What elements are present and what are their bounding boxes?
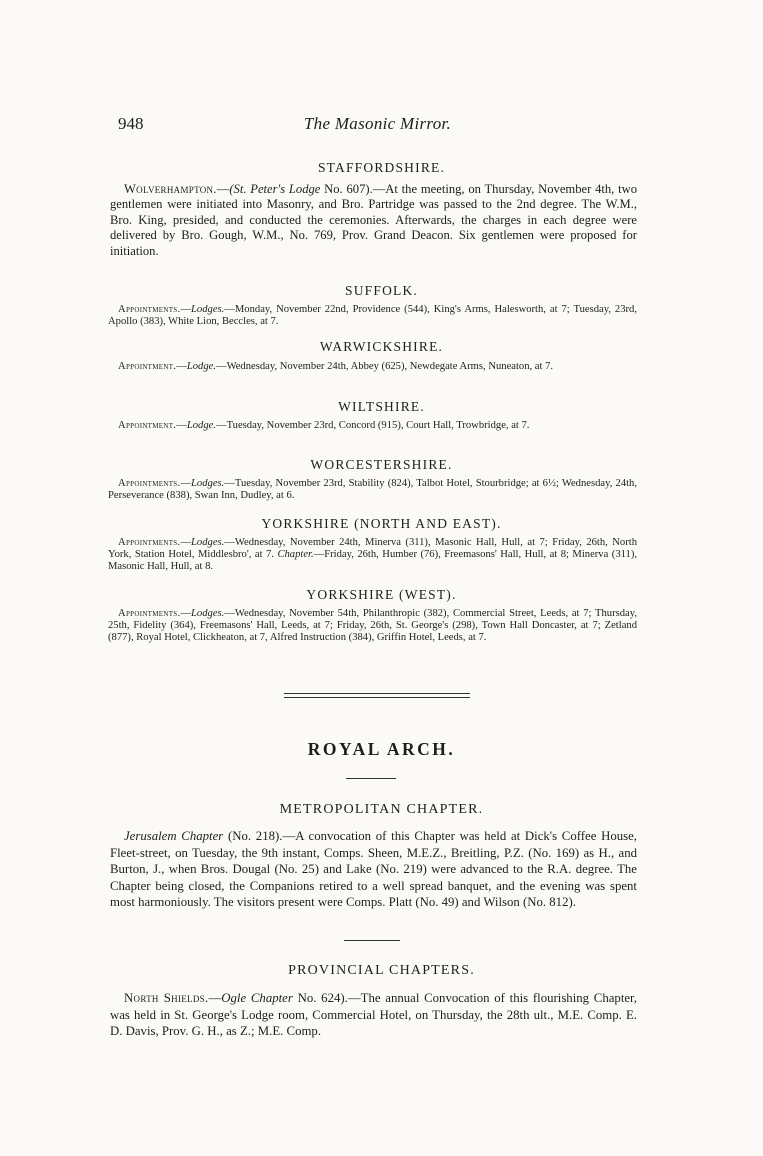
running-title: The Masonic Mirror. (303, 114, 452, 133)
paragraph-warwickshire: Appointment.—Lodge.—Wednesday, November 24th, Abbey (625), Newdegate Arms, Nuneaton, at 7. (118, 361, 554, 372)
paragraph-wiltshire: Appointment.—Lodge.—Tuesday, November 23rd, Concord (915), Court Hall, Trowbridge, at 7. (118, 420, 530, 431)
paragraph-text: —Wednesday, November 54th, Philanthropic (382), Commercial Street, Leeds, at 7; Thursday, 25th, Fidelity (364), Freemasons' Hall, Leeds, at 7; Friday, 26th, St. George's (298), Town Hall Doncaster, at 7; Zetland (877), Royal Hotel, Clickheaton, at 7, Alfred Instruction (384), Griffin Hotel, Leeds, at 7. (108, 608, 637, 644)
paragraph-yorkshire-west: Appointments.—Lodges.—Wednesday, November 54th, Philanthropic (382), Commercial Street, Leeds, at 7; Thursday, 25th, Fidelity (364), Freemasons' Hall, Leeds, at 7; Friday, 26th, St. George's (298), Town Hall Doncaster, at 7; Zetland (877), Royal Hotel, Clickheaton, at 7, Alfred Instruction (384), Griffin Hotel, Leeds, at 7. (108, 608, 637, 644)
page-number: 948 (118, 114, 144, 133)
paragraph-text: —Wednesday, November 24th, Minerva (311), Masonic Hall, Hull, at 7; Friday, 26th, North York, Station Hotel, Middlesbro', at 7. (108, 537, 637, 561)
paragraph-yorkshire-north-east: Appointments.—Lodges.—Wednesday, November 24th, Minerva (311), Masonic Hall, Hull, at 7; Friday, 26th, North York, Station Hotel, Middlesbro', at 7. Chapter.—Friday, 26th, Humber (76), Freemasons' Hall, Hull, at 8; Minerva (311), Masonic Hall, Hull, at 8. (108, 537, 637, 573)
short-rule (346, 778, 396, 779)
divider-rule (284, 697, 470, 698)
place-name: Wolverhampton. (124, 182, 217, 196)
appointment-label: Appointment. (118, 361, 177, 372)
chapter-name: Jerusalem Chapter (124, 829, 224, 843)
heading-worcestershire: WORCESTERSHIRE. (310, 457, 453, 472)
appointments-label: Appointments. (118, 304, 181, 315)
paragraph-text: —Tuesday, November 23rd, Concord (915), Court Hall, Trowbridge, at 7. (215, 420, 530, 431)
lodges-label: Lodges. (191, 304, 225, 315)
lodge-label: Lodge. (186, 361, 216, 372)
appointments-label: Appointments. (118, 478, 181, 489)
lodges-label: Lodges. (191, 608, 225, 619)
heading-provincial-chapters: PROVINCIAL CHAPTERS. (288, 963, 475, 978)
paragraph-metropolitan (110, 828, 637, 911)
appointments-label: Appointments. (118, 537, 181, 548)
appointment-label: Appointment. (118, 420, 177, 431)
heading-suffolk: SUFFOLK. (345, 283, 418, 298)
paragraph-text: No. 607).—At the meeting, on Thursday, November 4th, two gentlemen were initiated into Masonry, and Bro. Partridge was passed to the 2nd degree. The W.M., Bro. King, presided, and conducted the ceremonies. Afterwards, the charges in each degree were delivered by Bro. Gough, W.M., No. 769, Prov. Grand Deacon. Six gentlemen were proposed for initiation. (110, 182, 637, 258)
paragraph-text: —Wednesday, November 24th, Abbey (625), Newdegate Arms, Nuneaton, at 7. (215, 361, 554, 372)
heading-yorkshire-north-east: YORKSHIRE (NORTH AND EAST). (261, 516, 502, 531)
divider-rule (284, 693, 470, 694)
paragraph-worcestershire: Appointments.—Lodges.—Tuesday, November 23rd, Stability (824), Talbot Hotel, Stourbridge; at 6½; Wednesday, 24th, Perseverance (838), Swan Inn, Dudley, at 6. (108, 478, 637, 502)
heading-yorkshire-west: YORKSHIRE (WEST). (306, 587, 457, 602)
lodge-name: (St. Peter's Lodge (229, 182, 321, 196)
paragraph-staffordshire: Wolverhampton.—(St. Peter's Lodge No. 607).—At the meeting, on Thursday, November 4th, two gentlemen were initiated into Masonry, and Bro. Partridge was passed to the 2nd degree. The W.M., Bro. King, presided, and conducted the ceremonies. Afterwards, the charges in each degree were delivered by Bro. Gough, W.M., No. 769, Prov. Grand Deacon. Six gentlemen were proposed for initiation. (110, 182, 637, 258)
appointments-label: Appointments. (118, 608, 181, 619)
paragraph-text: (No. 218).—A convocation of this Chapter was held at Dick's Coffee House, Fleet-street, on Tuesday, the 9th instant, Comps. Sheen, M.E.Z., Breitling, P.Z. (No. 169) as H., and Burton, J., when Bros. Dougal (No. 25) and Lake (No. 219) were advanced to the R.A. degree. The Chapter being closed, the Companions retired to a well spread banquet, and the evening was spent most harmoniously. The visitors present were Comps. Platt (No. 49) and Wilson (No. 812). (110, 829, 637, 910)
chapter-name: Ogle Chapter (221, 991, 293, 1005)
paragraph-text: —Tuesday, November 23rd, Stability (824), Talbot Hotel, Stourbridge; at 6½; Wednesday, 24th, Perseverance (838), Swan Inn, Dudley, at 6. (108, 478, 637, 502)
lodges-label: Lodges. (191, 478, 225, 489)
lodge-label: Lodge. (186, 420, 216, 431)
heading-staffordshire: STAFFORDSHIRE. (317, 160, 446, 175)
short-rule (344, 940, 400, 941)
paragraph-text: —Friday, 26th, Humber (76), Freemasons' Hall, Hull, at 8; Minerva (311), Masonic Hall, Hull, at 8. (108, 549, 637, 573)
lodges-label: Lodges. (191, 537, 225, 548)
place-name: North Shields. (124, 991, 209, 1005)
page-header (118, 114, 637, 136)
chapter-label: Chapter. (277, 549, 314, 561)
paragraph-text: —Monday, November 22nd, Providence (544), King's Arms, Halesworth, at 7; Tuesday, 23rd, Apollo (383), White Lion, Beccles, at 7. (108, 304, 637, 328)
heading-wiltshire: WILTSHIRE. (338, 399, 425, 414)
paragraph-suffolk: Appointments.—Lodges.—Monday, November 22nd, Providence (544), King's Arms, Halesworth, at 7; Tuesday, 23rd, Apollo (383), White Lion, Beccles, at 7. (108, 304, 637, 328)
heading-warwickshire: WARWICKSHIRE. (319, 339, 444, 354)
paragraph-text: No. 624).—The annual Convocation of this flourishing Chapter, was held in St. George's Lodge room, Commercial Hotel, on Thursday, the 28th ult., M.E. Comp. E. D. Davis, Prov. G. H., as Z.; M.E. Comp. (110, 991, 638, 1039)
heading-metropolitan-chapter: METROPOLITAN CHAPTER. (279, 802, 484, 817)
paragraph-provincial: North Shields.—Ogle Chapter No. 624).—The annual Convocation of this flourishing Chapter, was held in St. George's Lodge room, Commercial Hotel, on Thursday, the 28th ult., M.E. Comp. E. D. Davis, Prov. G. H., as Z.; M.E. Comp. (110, 991, 638, 1039)
heading-royal-arch: ROYAL ARCH. (307, 739, 456, 759)
